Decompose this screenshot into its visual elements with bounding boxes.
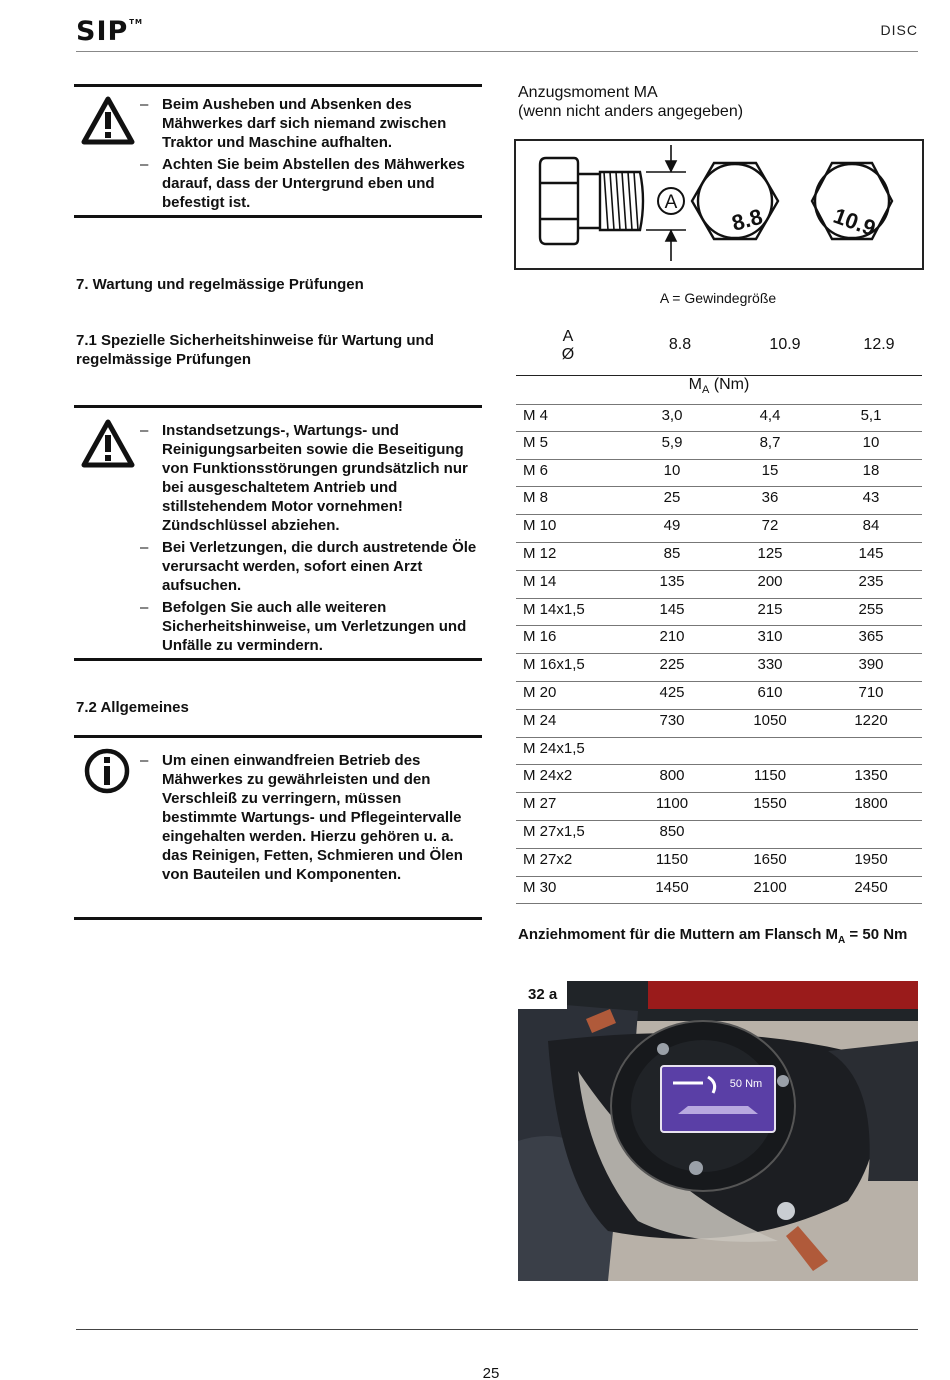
notice-list: [134, 421, 478, 658]
torque-value-cell: 225: [659, 656, 685, 674]
grade-mark-8-8: 8.8: [729, 203, 766, 236]
footer-divider: [76, 1329, 918, 1330]
brand-logo: [76, 16, 143, 47]
torque-value-cell: 5,1: [860, 407, 882, 424]
torque-value-cell: 200: [757, 572, 783, 590]
torque-value-cell: 210: [659, 628, 685, 646]
notice-list: [134, 95, 478, 215]
flange-note-subscript: A: [838, 935, 846, 946]
torque-value-cell: 1450: [655, 878, 689, 896]
torque-unit-row: [516, 377, 922, 404]
flange-note-text: Anziehmoment für die Muttern am Flansch M: [518, 926, 839, 943]
table-row: [516, 738, 922, 766]
notice-text: Um einen einwandfreien Betrieb des Mähwerkes zu gewährleisten und den Verschleiß zu verringern, müssen bestimmte Wartungs- und Pflegeintervalle eingehalten werden. Hierzu gehören u. a. das Reinigen, Fetten, Schmieren und Ölen von Bauteilen und Komponenten.: [162, 752, 463, 883]
torque-value-cell: 1050: [753, 711, 787, 729]
list-item: – Bei Verletzungen, die durch austretende Öle verursacht werden, sofort einen Arzt aufsuchen.: [140, 539, 477, 594]
list-item: – Befolgen Sie auch alle weiteren Sicherheitshinweise, um Verletzungen und Unfälle zu vermindern.: [140, 599, 467, 654]
section-heading-7: 7. Wartung und regelmässige Prüfungen: [76, 276, 364, 293]
thread-size-cell: M 27x2: [523, 850, 573, 868]
torque-value-cell: 5,9: [661, 433, 683, 451]
torque-value-cell: 49: [663, 517, 681, 535]
torque-value-cell: 1150: [753, 767, 787, 785]
thread-size-cell: M 8: [523, 489, 549, 507]
table-row: [516, 515, 922, 543]
torque-value-cell: 610: [757, 683, 783, 701]
torque-value-cell: 15: [761, 461, 779, 479]
torque-value-cell: 365: [858, 628, 884, 646]
torque-value-cell: 800: [659, 767, 685, 785]
torque-value-cell: 43: [862, 489, 880, 507]
torque-value-cell: 36: [761, 489, 779, 507]
torque-value-cell: 1550: [753, 795, 787, 813]
unit-label: (Nm): [713, 376, 750, 393]
torque-value-cell: 18: [862, 461, 880, 479]
table-row: [516, 765, 922, 793]
torque-value-cell: 4,4: [759, 407, 781, 424]
grade-header: 10.9: [769, 336, 801, 353]
torque-value-cell: 2100: [753, 878, 787, 896]
torque-value-cell: 730: [659, 711, 685, 729]
thread-size-cell: M 10: [523, 517, 557, 535]
flange-torque-note: [518, 925, 920, 950]
list-item: – Um einen einwandfreien Betrieb des Mähwerkes zu gewährleisten und den Verschleiß zu verringern, müssen bestimmte Wartungs- und Pflegeintervalle eingehalten werden. Hierzu gehören u. a. das Reinigen, Fetten, Schmieren und Ölen von Bauteilen und Komponenten.: [140, 752, 463, 883]
torque-value-cell: 255: [858, 600, 884, 618]
torque-title-note: (wenn nicht anders angegeben): [518, 103, 744, 120]
table-row: [516, 599, 922, 627]
torque-value-cell: 8,7: [759, 433, 781, 451]
thread-size-cell: M 14x1,5: [523, 600, 585, 618]
section-heading-7-2: 7.2 Allgemeines: [76, 699, 189, 716]
torque-value-cell: 2450: [854, 878, 888, 896]
thread-size-header-bottom: Ø: [561, 346, 575, 363]
torque-value-cell: 425: [659, 683, 685, 701]
grade-header: 8.8: [668, 336, 692, 353]
grade-header: 12.9: [863, 336, 895, 353]
notice-list: [134, 751, 478, 887]
torque-value-cell: 1220: [854, 711, 888, 729]
notice-text: Beim Ausheben und Absenken des Mähwerkes darf sich niemand zwischen Traktor und Maschine aufhalten.: [162, 96, 447, 151]
torque-title-line: Anzugsmoment MA: [518, 84, 658, 101]
torque-value-cell: 1350: [854, 767, 888, 785]
torque-value-cell: 85: [663, 544, 681, 562]
trademark-mark: TM: [129, 18, 144, 26]
table-row: [516, 682, 922, 710]
dimension-a-label: A: [664, 192, 678, 213]
info-circle-icon: [84, 748, 130, 799]
list-item: – Achten Sie beim Abstellen des Mähwerkes darauf, dass der Untergrund eben und befestigt ist.: [140, 156, 465, 211]
table-row: [516, 877, 922, 905]
header-divider: [76, 51, 918, 52]
torque-value-cell: 1800: [854, 795, 888, 813]
table-row: [516, 626, 922, 654]
torque-value-cell: 10: [862, 433, 880, 451]
table-row: [516, 404, 922, 432]
thread-size-cell: M 27: [523, 795, 557, 813]
thread-size-cell: M 4: [523, 407, 549, 424]
bolt-diagram: [514, 139, 924, 270]
table-row: [516, 710, 922, 738]
torque-value-cell: 1950: [854, 850, 888, 868]
figure-label: 32 a: [518, 981, 567, 1009]
table-row: [516, 432, 922, 460]
torque-value-cell: 25: [663, 489, 681, 507]
torque-value-cell: 235: [858, 572, 884, 590]
thread-size-cell: M 5: [523, 433, 549, 451]
torque-value-cell: 84: [862, 517, 880, 535]
thread-size-header-top: A: [562, 328, 574, 345]
flange-note-value: = 50 Nm: [845, 926, 908, 943]
torque-value-cell: 310: [757, 628, 783, 646]
table-row: [516, 571, 922, 599]
diagram-legend: A = Gewindegröße: [659, 290, 777, 306]
thread-size-cell: M 27x1,5: [523, 822, 585, 840]
grade-mark-10-9: 10.9: [830, 202, 879, 242]
safety-notice-maintenance: [74, 405, 482, 661]
thread-size-cell: M 30: [523, 878, 557, 896]
table-row: [516, 543, 922, 571]
flange-photo: [518, 981, 918, 1281]
table-row: [516, 487, 922, 515]
torque-value-cell: 1100: [655, 795, 689, 813]
info-notice-general: [74, 735, 482, 920]
safety-notice-lifting: [74, 84, 482, 218]
torque-value-cell: 330: [757, 656, 783, 674]
thread-size-cell: M 24x1,5: [523, 739, 585, 757]
section-label: DISC: [880, 22, 918, 38]
section-heading-7-1: 7.1 Spezielle Sicherheitshinweise für Wartung und regelmässige Prüfungen: [76, 332, 434, 368]
photo-sticker-text: 50 Nm: [729, 1078, 763, 1090]
torque-value-cell: 145: [659, 600, 685, 618]
warning-triangle-icon: [80, 95, 136, 152]
bolt-side-view: [540, 158, 643, 244]
thread-size-cell: M 24: [523, 711, 557, 729]
torque-value-cell: 215: [757, 600, 783, 618]
list-item: – Beim Ausheben und Absenken des Mähwerkes darf sich niemand zwischen Traktor und Maschine aufhalten.: [140, 96, 447, 151]
warning-triangle-icon: [80, 418, 136, 475]
torque-value-cell: 1150: [655, 850, 689, 868]
torque-value-cell: 390: [858, 656, 884, 674]
table-row: [516, 821, 922, 849]
thread-size-cell: M 12: [523, 544, 557, 562]
torque-value-cell: 10: [663, 461, 681, 479]
torque-value-cell: 850: [659, 822, 685, 840]
table-row: [516, 849, 922, 877]
torque-value-cell: 72: [761, 517, 779, 535]
notice-text: Instandsetzungs-, Wartungs- und Reinigungsarbeiten sowie die Beseitigung von Funktionsstörungen grundsätzlich nur bei ausgeschaltetem Antrieb und stillstehendem Motor vornehmen! Zündschlüssel abziehen.: [162, 422, 468, 534]
torque-value-cell: 3,0: [661, 407, 683, 424]
torque-title: [518, 83, 743, 121]
unit-symbol: M: [688, 376, 702, 393]
thread-size-cell: M 24x2: [523, 767, 573, 785]
thread-size-header: [558, 328, 578, 364]
page-number: 25: [482, 1365, 500, 1380]
notice-text: Befolgen Sie auch alle weiteren Sicherheitshinweise, um Verletzungen und Unfälle zu vermindern.: [162, 599, 467, 654]
table-row: [516, 460, 922, 488]
torque-value-cell: 1650: [753, 850, 787, 868]
thread-size-cell: M 20: [523, 683, 557, 701]
torque-value-cell: 125: [757, 544, 783, 562]
torque-value-cell: 135: [659, 572, 685, 590]
thread-size-cell: M 14: [523, 572, 557, 590]
torque-table-header: [516, 326, 922, 376]
table-row: [516, 793, 922, 821]
notice-text: Achten Sie beim Abstellen des Mähwerkes darauf, dass der Untergrund eben und befestigt ist.: [162, 156, 465, 211]
torque-value-cell: 145: [858, 544, 884, 562]
notice-text: Bei Verletzungen, die durch austretende Öle verursacht werden, sofort einen Arzt aufsuchen.: [162, 539, 477, 594]
thread-size-cell: M 6: [523, 461, 549, 479]
torque-value-cell: 710: [858, 683, 884, 701]
table-row: [516, 654, 922, 682]
thread-size-cell: M 16x1,5: [523, 656, 585, 674]
list-item: – Instandsetzungs-, Wartungs- und Reinigungsarbeiten sowie die Beseitigung von Funktionsstörungen grundsätzlich nur bei ausgeschaltetem Antrieb und stillstehendem Motor vornehmen! Zündschlüssel abziehen.: [140, 422, 468, 534]
torque-table: [516, 404, 922, 904]
thread-size-cell: M 16: [523, 628, 557, 646]
unit-subscript: A: [701, 384, 710, 397]
brand-name: SIP: [76, 16, 129, 47]
